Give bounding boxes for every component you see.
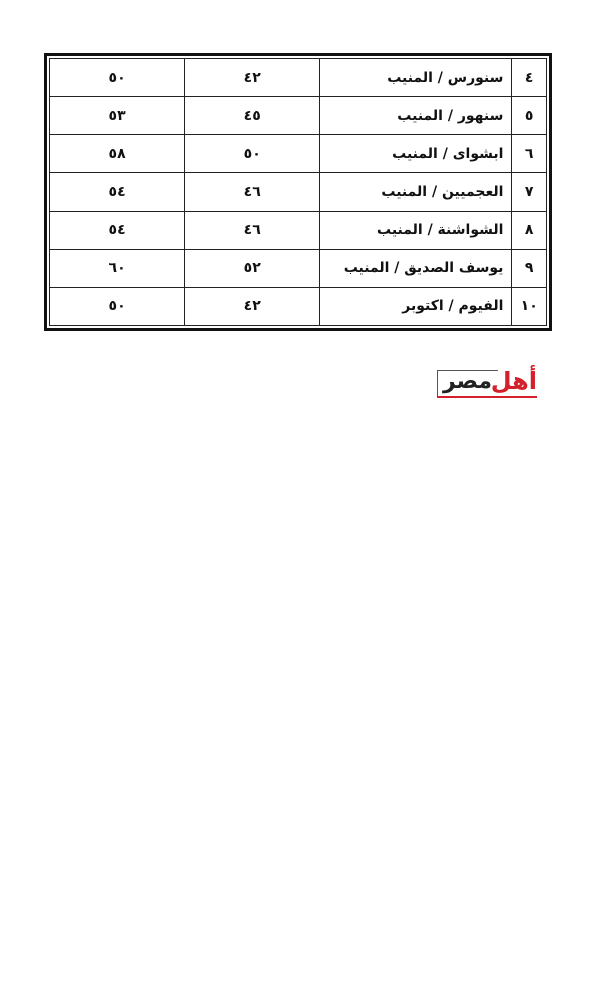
table-row: [50, 97, 547, 135]
table-row: [50, 211, 547, 249]
route-name: سنهور / المنيب: [320, 97, 512, 135]
fare-value-1: ٤٦: [185, 173, 320, 211]
ahl-masr-logo: [437, 366, 537, 400]
fare-table: [49, 58, 547, 326]
row-number: ٥: [512, 97, 547, 135]
fare-value-1: ٤٢: [185, 59, 320, 97]
fare-value-1: ٥٠: [185, 135, 320, 173]
fare-value-1: ٤٥: [185, 97, 320, 135]
row-number: ٧: [512, 173, 547, 211]
fare-value-2: ٥٤: [50, 173, 185, 211]
fare-value-2: ٥٠: [50, 59, 185, 97]
table-row: [50, 249, 547, 287]
fare-value-2: ٥٣: [50, 97, 185, 135]
route-name: ابشواى / المنيب: [320, 135, 512, 173]
logo-underline: [437, 396, 537, 398]
table-row: [50, 173, 547, 211]
route-name: يوسف الصديق / المنيب: [320, 249, 512, 287]
table-row: [50, 59, 547, 97]
route-name: الفيوم / اكتوبر: [320, 287, 512, 325]
fare-value-1: ٥٢: [185, 249, 320, 287]
fare-value-2: ٥٨: [50, 135, 185, 173]
fare-value-2: ٥٠: [50, 287, 185, 325]
route-name: الشواشنة / المنيب: [320, 211, 512, 249]
route-name: العجميين / المنيب: [320, 173, 512, 211]
fare-value-1: ٤٢: [185, 287, 320, 325]
row-number: ١٠: [512, 287, 547, 325]
route-name: سنورس / المنيب: [320, 59, 512, 97]
table-row: [50, 135, 547, 173]
fare-table-frame: [44, 53, 552, 331]
fare-value-1: ٤٦: [185, 211, 320, 249]
logo-text-ahl: أهل: [490, 367, 537, 395]
table-row: [50, 287, 547, 325]
row-number: ٤: [512, 59, 547, 97]
fare-value-2: ٦٠: [50, 249, 185, 287]
fare-value-2: ٥٤: [50, 211, 185, 249]
row-number: ٦: [512, 135, 547, 173]
row-number: ٩: [512, 249, 547, 287]
logo-text-masr: مصر: [443, 369, 492, 394]
row-number: ٨: [512, 211, 547, 249]
